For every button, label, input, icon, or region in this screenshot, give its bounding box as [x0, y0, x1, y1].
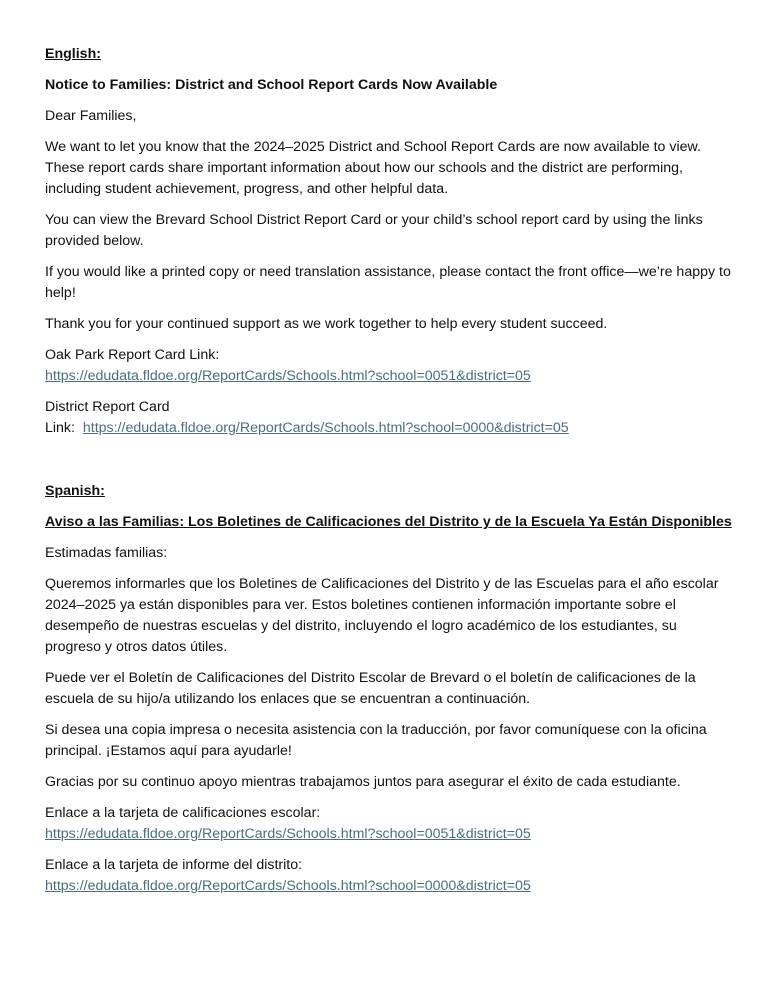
spanish-paragraph-4: Gracias por su continuo apoyo mientras trabajamos juntos para asegurar el éxito de cada estudiante.	[45, 774, 681, 790]
section-spacer	[45, 449, 735, 481]
english-greeting: Dear Families,	[45, 108, 137, 124]
english-district-link-label: District Report Card	[45, 399, 170, 415]
spanish-notice-title: Aviso a las Familias: Los Boletines de Calificaciones del Distrito y de la Escuela Ya Están Disponibles	[45, 514, 732, 530]
english-paragraph-4: Thank you for your continued support as we work together to help every student succeed.	[45, 316, 608, 332]
spanish-paragraph-1: Queremos informarles que los Boletines de Calificaciones del Distrito y de las Escuelas para el año escolar 2024–2025 ya están disponibles para ver. Estos boletines contienen información importante sobre el desempeño de nuestras escuelas y del distrito, incluyendo el logro académico de los estudiantes, su progreso y otros datos útiles.	[45, 576, 719, 655]
spanish-school-link-label: Enlace a la tarjeta de calificaciones escolar:	[45, 805, 321, 821]
spanish-paragraph-3: Si desea una copia impresa o necesita asistencia con la traducción, por favor comuníquese con la oficina principal. ¡Estamos aquí para ayudarle!	[45, 722, 707, 759]
english-district-report-link[interactable]: https://edudata.fldoe.org/ReportCards/Schools.html?school=0000&district=05	[82, 420, 569, 436]
english-district-link-prefix: Link:	[45, 420, 75, 436]
spanish-paragraph-2: Puede ver el Boletín de Calificaciones del Distrito Escolar de Brevard o el boletín de calificaciones de la escuela de su hijo/a utilizando los enlaces que se encuentran a continuación.	[45, 670, 696, 707]
spanish-district-link-block	[45, 855, 735, 897]
spanish-greeting: Estimadas familias:	[45, 545, 168, 561]
spanish-section-label: Spanish:	[45, 483, 105, 499]
english-paragraph-2: You can view the Brevard School District Report Card or your child’s school report card by using the links provided below.	[45, 212, 703, 249]
english-district-link-block	[45, 397, 735, 439]
spanish-district-report-link[interactable]: https://edudata.fldoe.org/ReportCards/Schools.html?school=0000&district=05	[45, 878, 531, 894]
spanish-district-link-label: Enlace a la tarjeta de informe del distrito:	[45, 857, 303, 873]
english-school-link-block	[45, 345, 735, 387]
spanish-school-link-block	[45, 803, 735, 845]
english-notice-title: Notice to Families: District and School Report Cards Now Available	[45, 77, 498, 93]
document-page	[45, 44, 735, 907]
english-school-report-link[interactable]: https://edudata.fldoe.org/ReportCards/Schools.html?school=0051&district=05	[45, 368, 531, 384]
english-paragraph-3: If you would like a printed copy or need translation assistance, please contact the front office—we’re happy to help!	[45, 264, 731, 301]
english-paragraph-1: We want to let you know that the 2024–2025 District and School Report Cards are now available to view. These report cards share important information about how our schools and the district are performing, including student achievement, progress, and other helpful data.	[45, 139, 701, 197]
spanish-school-report-link[interactable]: https://edudata.fldoe.org/ReportCards/Schools.html?school=0051&district=05	[45, 826, 531, 842]
english-section-label: English:	[45, 46, 101, 62]
english-school-link-label: Oak Park Report Card Link:	[45, 347, 220, 363]
